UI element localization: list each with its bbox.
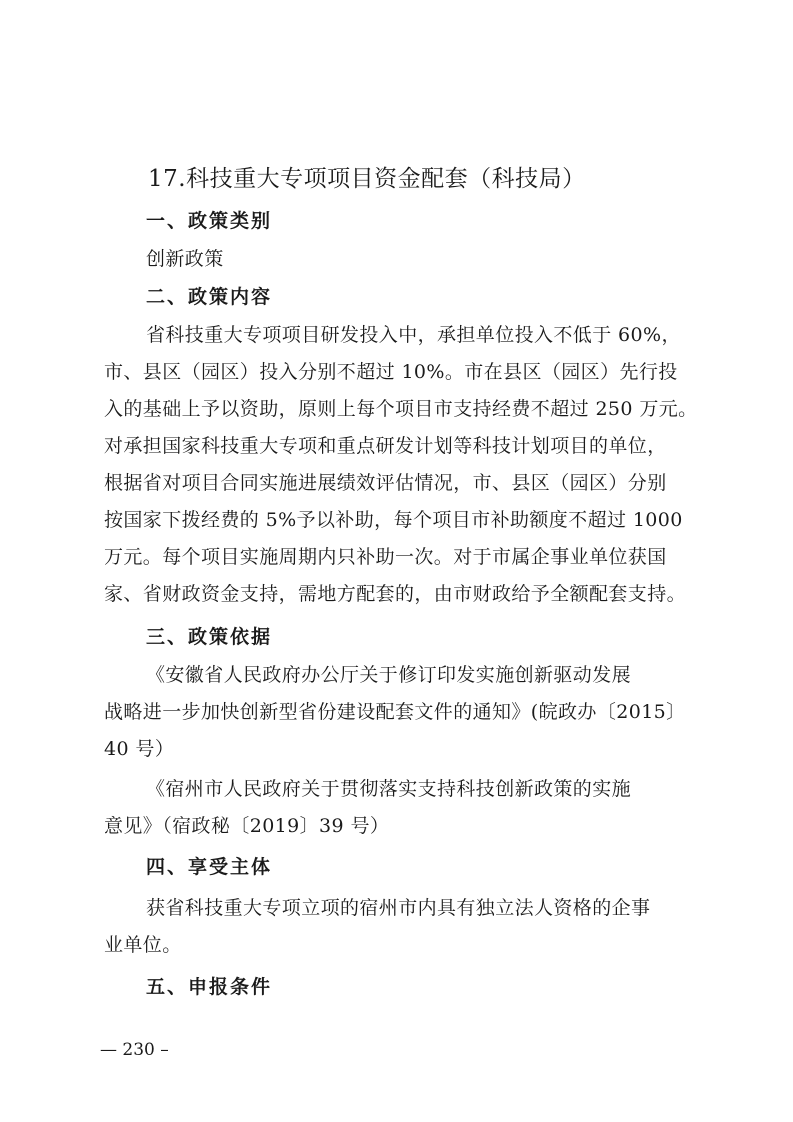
heading-policy-category: 一、政策类别	[146, 210, 273, 232]
content-line: 按国家下拨经费的 5%予以补助，每个项目市补助额度不超过 1000	[104, 509, 683, 531]
content-line: 根据省对项目合同实施进展绩效评估情况，市、县区（园区）分别	[104, 472, 667, 494]
basis-line: 40 号）	[104, 738, 175, 760]
page-title: 17.科技重大专项项目资金配套（科技局）	[148, 166, 586, 192]
content-line: 对承担国家科技重大专项和重点研发计划等科技计划项目的单位，	[104, 435, 667, 457]
content-line: 市、县区（园区）投入分别不超过 10%。市在县区（园区）先行投	[104, 361, 678, 383]
heading-beneficiary: 四、享受主体	[146, 856, 273, 878]
policy-category-text: 创新政策	[146, 248, 224, 270]
basis-line: 战略进一步加快创新型省份建设配套文件的通知》(皖政办〔2015〕	[104, 701, 686, 723]
beneficiary-line: 业单位。	[104, 934, 182, 956]
basis-line: 意见》（宿政秘〔2019〕39 号）	[104, 815, 390, 837]
content-line: 入的基础上予以资助，原则上每个项目市支持经费不超过 250 万元。	[104, 398, 698, 420]
basis-line: 《安徽省人民政府办公厅关于修订印发实施创新驱动发展	[146, 664, 632, 686]
page-number: — 230 –	[100, 1040, 169, 1060]
basis-line: 《宿州市人民政府关于贯彻落实支持科技创新政策的实施	[146, 778, 632, 800]
beneficiary-line: 获省科技重大专项立项的宿州市内具有独立法人资格的企事	[146, 897, 651, 919]
content-line: 省科技重大专项项目研发投入中，承担单位投入不低于 60%，	[146, 324, 681, 346]
heading-policy-content: 二、政策内容	[146, 286, 273, 308]
content-line: 万元。每个项目实施周期内只补助一次。对于市属企事业单位获国	[104, 546, 667, 568]
heading-application-conditions: 五、申报条件	[146, 976, 273, 998]
content-line: 家、省财政资金支持，需地方配套的，由市财政给予全额配套支持。	[104, 583, 687, 605]
heading-policy-basis: 三、政策依据	[146, 626, 273, 648]
